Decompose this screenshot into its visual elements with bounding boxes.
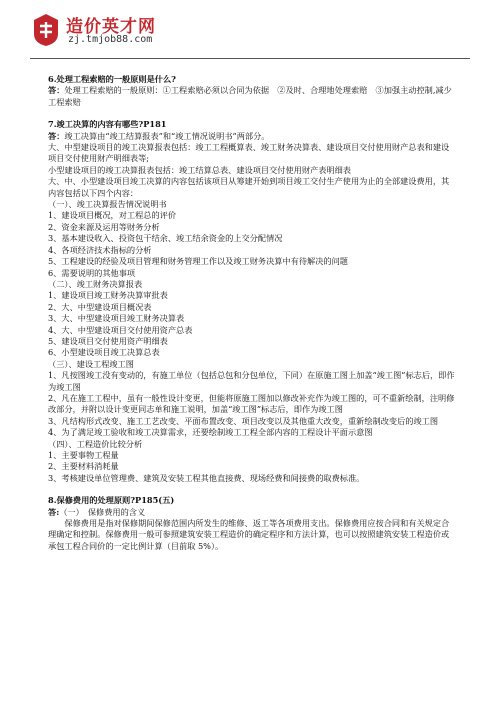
body-line: 2、主要材料消耗量 <box>48 461 119 472</box>
answer-label: 答： <box>48 130 65 141</box>
body-line: 3、考核建设单位管理费、建筑及安装工程其他直接费、现场经费和间接费的取费标准。 <box>48 472 365 483</box>
body-line: 2、资金来源及运用等财务分析 <box>48 221 160 232</box>
body-line: 保修费用是指对保修期间保修范围内所发生的维修、返工等各项费用支出。保修费用应按合同和有关规定合理确定和控制。保修费用一般可参照建筑安装工程造价的确定程序和方法计算，也可以按照建筑安装工程造价或承包工程合同价的一定比例计算（目前取 5%）。 <box>48 518 450 551</box>
body-line: 1、建设项目竣工财务决算审批表 <box>48 290 168 301</box>
body-line: （二）、竣工财务决算报表 <box>48 278 143 289</box>
answer-text: （一） 保修费用的含义 <box>59 506 146 517</box>
body-line: 4、各项经济技术指标的分析 <box>48 244 152 255</box>
body-line: （三）、建设工程竣工图 <box>48 358 134 369</box>
body-line: （四）、工程造价比较分析 <box>48 438 143 449</box>
answer-text: 竣工决算由“竣工结算报表”和“竣工情况说明书”两部分。 <box>64 130 270 141</box>
body-line: 4、为了满足竣工验收和竣工决算需求，还要绘制竣工工程全部内容的工程设计平面示意图 <box>48 427 373 438</box>
answer-line <box>48 507 456 518</box>
logo-url: zj.tmjob88.com <box>68 34 153 45</box>
question-title: 8.保修费用的处理原则?P185(五) <box>48 495 175 506</box>
site-header <box>30 10 470 54</box>
body-line: 1、主要事物工程量 <box>48 450 119 460</box>
body-line: 3、大、中型建设项目竣工财务决算表 <box>48 313 185 324</box>
body-line: 6、小型建设项目竣工决算总表 <box>48 347 160 358</box>
answer-line <box>48 131 456 142</box>
body-line: 大、中型建设项目的竣工决算报表包括：竣工工程概算表、竣工财务决算表、建设项目交付使用财产总表和建设项目交付使用财产明细表等; <box>48 142 450 164</box>
body-line: 5、建设项目交付使用资产明细表 <box>48 335 168 346</box>
body-line: 1、凡按图竣工没有变动的，有施工单位（包括总包和分包单位，下同）在原施工图上加盖“竣工图”标志后，即作为竣工图 <box>48 370 455 392</box>
body-line: 6、需要说明的其他事项 <box>48 267 136 278</box>
body-line: 3、凡结构形式改变、施工工艺改变、平面布置改变、项目改变以及其他重大改变，重新绘制改变后的竣工图 <box>48 415 439 426</box>
body-line: 3、基本建设收入、投资包干结余、竣工结余资金的上交分配情况 <box>48 233 283 244</box>
question-title: 6.处理工程索赔的一般原则是什么? <box>48 74 176 84</box>
body-line: 小型建设项目的竣工决算报表包括：竣工结算总表、建设项目交付使用财产表明细表 <box>48 164 351 175</box>
body-line: 5、工程建设的经验及项目管理和财务管理工作以及竣工财务决算中有待解决的问题 <box>48 256 348 267</box>
document-body <box>48 74 456 552</box>
body-line: 2、大、中型建设项目概况表 <box>48 301 152 312</box>
body-line: 2、凡在施工工程中，虽有一般性设计变更，但能将原施工图加以修改补充作为竣工图的，可不重新绘制，注明修改部分，并附以设计变更同志单和施工说明，加盖“竣工图”标志后，即作为竣工图 <box>48 392 455 415</box>
answer-line <box>48 85 456 108</box>
body-line: （一）、竣工决算报告情况说明书 <box>48 199 167 210</box>
header-divider <box>30 58 470 59</box>
answer-label: 答: <box>48 506 60 517</box>
logo-text: 造价英才网 <box>66 17 156 37</box>
body-line: 1、建设项目概况，对工程总的评价 <box>48 210 177 221</box>
answer-text: 处理工程索赔的一般原则：①工程索赔必须以合同为依据 ②及时、合理地处理索赔 ③加强主动控制,减少工程索赔 <box>48 85 452 107</box>
body-line: 大、中、小型建设项目竣工决算的内容包括该项目从筹建开始到项目竣工交付生产使用为止的全部建设费用，其内容包括以下四个内容： <box>48 176 450 198</box>
logo-mark-icon <box>30 12 62 48</box>
question-title: 7.竣工决算的内容有哪些?P181 <box>48 119 167 130</box>
body-line: 4、大、中型建设项目交付使用资产总表 <box>48 324 193 335</box>
answer-label: 答： <box>48 85 65 96</box>
